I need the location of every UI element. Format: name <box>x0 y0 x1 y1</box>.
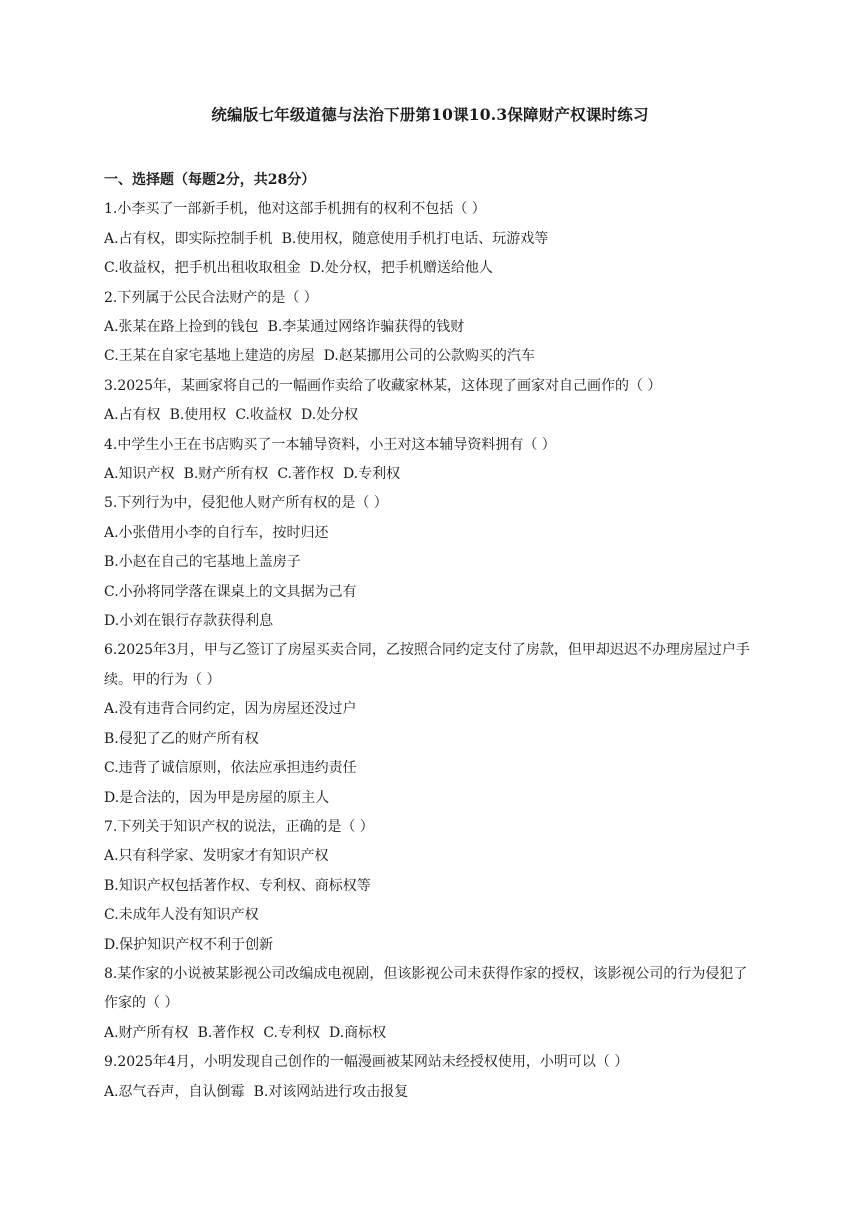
answer-option: D.专利权 <box>342 466 401 483</box>
answer-option: C.收益权 <box>235 407 292 424</box>
answer-option: A.忍气吞声，自认倒霉 <box>104 1083 245 1100</box>
question-stem: 4.中学生小王在书店购买了一本辅导资料，小王对这本辅导资料拥有（ ） <box>104 436 556 453</box>
answer-option: C.小孙将同学落在课桌上的文具据为己有 <box>104 583 357 600</box>
answer-option: A.占有权 <box>104 407 161 424</box>
answer-option: D.是合法的，因为甲是房屋的原主人 <box>104 789 330 806</box>
answer-option: A.财产所有权 <box>104 1024 189 1041</box>
questions-container <box>104 195 754 1107</box>
question-stem: 5.下列行为中，侵犯他人财产所有权的是（ ） <box>104 495 388 512</box>
option-row <box>104 784 754 813</box>
answer-option: C.王某在自家宅基地上建造的房屋 <box>104 348 315 365</box>
answer-option: A.小张借用小李的自行车，按时归还 <box>104 524 329 541</box>
option-row <box>104 695 754 724</box>
answer-option: C.收益权，把手机出租收取租金 <box>104 260 301 277</box>
answer-option: B.财产所有权 <box>183 466 269 483</box>
answer-option: D.赵某挪用公司的公款购买的汽车 <box>323 348 535 365</box>
option-row <box>104 607 754 636</box>
answer-option: D.保护知识产权不利于创新 <box>104 936 274 953</box>
answer-option: D.处分权，把手机赠送给他人 <box>309 260 493 277</box>
answer-option: D.处分权 <box>300 407 359 424</box>
answer-option: B.李某通过网络诈骗获得的钱财 <box>267 319 465 336</box>
answer-option: B.使用权 <box>169 407 227 424</box>
option-row <box>104 725 754 754</box>
answer-option: B.知识产权包括著作权、专利权、商标权等 <box>104 877 371 894</box>
answer-option: D.商标权 <box>328 1024 387 1041</box>
question-stem: 6.2025年3月，甲与乙签订了房屋买卖合同，乙按照合同约定支付了房款，但甲却迟迟不办理房屋过户手续。甲的行为（ ） <box>104 642 750 688</box>
answer-option: A.知识产权 <box>104 466 175 483</box>
answer-option: A.占有权，即实际控制手机 <box>104 230 273 247</box>
option-row <box>104 754 754 783</box>
question-stem: 7.下列关于知识产权的说法，正确的是（ ） <box>104 818 374 835</box>
answer-option: A.只有科学家、发明家才有知识产权 <box>104 848 329 865</box>
option-row <box>104 872 754 901</box>
option-row <box>104 1078 754 1107</box>
answer-option: A.张某在路上捡到的钱包 <box>104 319 259 336</box>
question-stem: 3.2025年，某画家将自己的一幅画作卖给了收藏家林某，这体现了画家对自己画作的（ ） <box>104 377 662 394</box>
option-row <box>104 931 754 960</box>
answer-option: B.著作权 <box>197 1024 255 1041</box>
document-title: 统编版七年级道德与法治下册第10课10.3保障财产权课时练习 <box>211 105 649 124</box>
answer-option: C.著作权 <box>277 466 334 483</box>
option-row <box>104 225 754 254</box>
option-row <box>104 342 754 371</box>
option-row <box>104 578 754 607</box>
answer-option: B.对该网站进行攻击报复 <box>253 1083 409 1100</box>
section-heading: 一、选择题（每题2分，共28分） <box>104 172 316 188</box>
option-row <box>104 254 754 283</box>
option-row <box>104 842 754 871</box>
option-row <box>104 901 754 930</box>
option-row <box>104 460 754 489</box>
answer-option: C.违背了诚信原则，依法应承担违约责任 <box>104 760 357 777</box>
answer-option: C.未成年人没有知识产权 <box>104 907 259 924</box>
answer-option: A.没有违背合同约定，因为房屋还没过户 <box>104 701 357 718</box>
answer-option: B.小赵在自己的宅基地上盖房子 <box>104 554 301 571</box>
question-stem: 2.下列属于公民合法财产的是（ ） <box>104 289 318 306</box>
answer-option: C.专利权 <box>263 1024 320 1041</box>
question-stem: 9.2025年4月，小明发现自己创作的一幅漫画被某网站未经授权使用，小明可以（ ） <box>104 1054 629 1071</box>
question-stem: 1.小李买了一部新手机，他对这部手机拥有的权利不包括（ ） <box>104 201 486 218</box>
answer-option: D.小刘在银行存款获得利息 <box>104 613 274 630</box>
answer-option: B.使用权，随意使用手机打电话、玩游戏等 <box>281 230 549 247</box>
option-row <box>104 1019 754 1048</box>
option-row <box>104 313 754 342</box>
answer-option: B.侵犯了乙的财产所有权 <box>104 730 259 747</box>
option-row <box>104 401 754 430</box>
question-stem: 8.某作家的小说被某影视公司改编成电视剧，但该影视公司未获得作家的授权，该影视公司的行为侵犯了作家的（ ） <box>104 965 748 1012</box>
question-list <box>104 166 754 1107</box>
option-row <box>104 548 754 577</box>
option-row <box>104 519 754 548</box>
